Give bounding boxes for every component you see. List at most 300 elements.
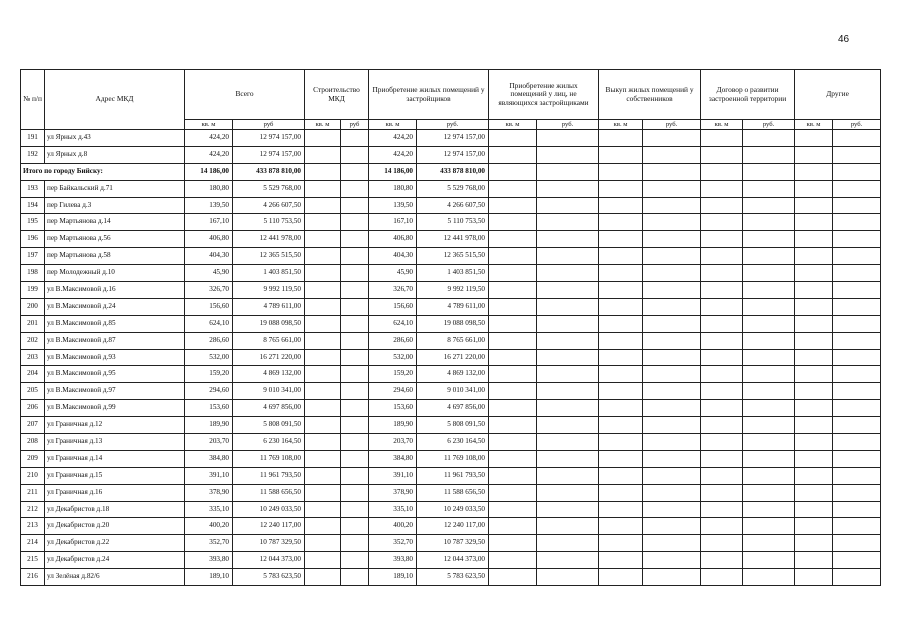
row-address: ул Декабристов д.22 bbox=[45, 535, 185, 552]
row-number: 204 bbox=[21, 366, 45, 383]
developer-area: 424,20 bbox=[369, 130, 417, 147]
developer-rub: 4 697 856,00 bbox=[417, 400, 489, 417]
total-rub: 12 974 157,00 bbox=[233, 130, 305, 147]
developer-area: 189,90 bbox=[369, 417, 417, 434]
table-row bbox=[21, 400, 881, 417]
construction-area bbox=[305, 400, 341, 417]
empty-cell bbox=[643, 130, 701, 147]
empty-cell bbox=[537, 332, 599, 349]
table-row bbox=[21, 332, 881, 349]
construction-rub bbox=[341, 163, 369, 180]
empty-cell bbox=[743, 248, 795, 265]
empty-cell bbox=[701, 282, 743, 299]
empty-cell bbox=[833, 282, 881, 299]
empty-cell bbox=[643, 417, 701, 434]
row-number: 192 bbox=[21, 146, 45, 163]
developer-area: 153,60 bbox=[369, 400, 417, 417]
row-address: ул В.Максимовой д.16 bbox=[45, 282, 185, 299]
total-rub: 12 044 373,00 bbox=[233, 552, 305, 569]
empty-cell bbox=[537, 450, 599, 467]
row-number: 197 bbox=[21, 248, 45, 265]
construction-area bbox=[305, 467, 341, 484]
empty-cell bbox=[833, 298, 881, 315]
empty-cell bbox=[643, 569, 701, 586]
empty-cell bbox=[537, 315, 599, 332]
row-address: пер Гилева д.3 bbox=[45, 197, 185, 214]
table-row bbox=[21, 484, 881, 501]
developer-rub: 4 789 611,00 bbox=[417, 298, 489, 315]
empty-cell bbox=[833, 417, 881, 434]
page-number: 46 bbox=[838, 34, 850, 45]
developer-rub: 12 365 515,50 bbox=[417, 248, 489, 265]
empty-cell bbox=[795, 484, 833, 501]
empty-cell bbox=[795, 535, 833, 552]
empty-cell bbox=[643, 248, 701, 265]
empty-cell bbox=[743, 484, 795, 501]
empty-cell bbox=[643, 146, 701, 163]
total-rub: 12 365 515,50 bbox=[233, 248, 305, 265]
empty-cell bbox=[795, 569, 833, 586]
construction-rub bbox=[341, 197, 369, 214]
empty-cell bbox=[743, 130, 795, 147]
total-rub: 6 230 164,50 bbox=[233, 434, 305, 451]
developer-rub: 11 588 656,50 bbox=[417, 484, 489, 501]
table-row bbox=[21, 197, 881, 214]
total-area: 167,10 bbox=[185, 214, 233, 231]
developer-rub: 5 808 091,50 bbox=[417, 417, 489, 434]
developer-area: 203,70 bbox=[369, 434, 417, 451]
row-number: 210 bbox=[21, 467, 45, 484]
empty-cell bbox=[643, 383, 701, 400]
empty-cell bbox=[833, 569, 881, 586]
row-number: 191 bbox=[21, 130, 45, 147]
total-label: Итого по городу Бийску: bbox=[21, 163, 185, 180]
empty-cell bbox=[537, 434, 599, 451]
developer-area: 378,90 bbox=[369, 484, 417, 501]
row-number: 194 bbox=[21, 197, 45, 214]
empty-cell bbox=[489, 332, 537, 349]
empty-cell bbox=[795, 248, 833, 265]
table-row bbox=[21, 467, 881, 484]
row-address: ул Ярных д.8 bbox=[45, 146, 185, 163]
total-area: 294,60 bbox=[185, 383, 233, 400]
header-total: Всего bbox=[185, 70, 305, 120]
table-row bbox=[21, 434, 881, 451]
empty-cell bbox=[643, 332, 701, 349]
empty-cell bbox=[643, 434, 701, 451]
empty-cell bbox=[833, 332, 881, 349]
construction-area bbox=[305, 349, 341, 366]
empty-cell bbox=[701, 535, 743, 552]
table-row bbox=[21, 569, 881, 586]
row-address: ул В.Максимовой д.93 bbox=[45, 349, 185, 366]
developer-area: 352,70 bbox=[369, 535, 417, 552]
empty-cell bbox=[743, 366, 795, 383]
empty-cell bbox=[643, 197, 701, 214]
total-rub: 5 808 091,50 bbox=[233, 417, 305, 434]
empty-cell bbox=[701, 349, 743, 366]
header-acq-developers: Приобретение жилых помещений у застройщиков bbox=[369, 70, 489, 120]
empty-cell bbox=[701, 417, 743, 434]
developer-area: 424,20 bbox=[369, 146, 417, 163]
empty-cell bbox=[537, 197, 599, 214]
construction-rub bbox=[341, 467, 369, 484]
developer-area: 335,10 bbox=[369, 501, 417, 518]
empty-cell bbox=[701, 332, 743, 349]
empty-cell bbox=[599, 484, 643, 501]
empty-cell bbox=[833, 450, 881, 467]
empty-cell bbox=[643, 163, 701, 180]
empty-cell bbox=[701, 467, 743, 484]
total-area: 14 186,00 bbox=[185, 163, 233, 180]
empty-cell bbox=[537, 146, 599, 163]
empty-cell bbox=[537, 130, 599, 147]
developer-area: 286,60 bbox=[369, 332, 417, 349]
construction-area bbox=[305, 434, 341, 451]
total-row bbox=[21, 163, 881, 180]
row-address: ул В.Максимовой д.87 bbox=[45, 332, 185, 349]
total-rub: 5 529 768,00 bbox=[233, 180, 305, 197]
empty-cell bbox=[833, 163, 881, 180]
empty-cell bbox=[643, 231, 701, 248]
header-buyout: Выкуп жилых помещений у собственников bbox=[599, 70, 701, 120]
empty-cell bbox=[599, 400, 643, 417]
empty-cell bbox=[599, 332, 643, 349]
row-address: ул Граничная д.15 bbox=[45, 467, 185, 484]
empty-cell bbox=[643, 366, 701, 383]
empty-cell bbox=[599, 383, 643, 400]
row-number: 207 bbox=[21, 417, 45, 434]
empty-cell bbox=[795, 332, 833, 349]
empty-cell bbox=[833, 349, 881, 366]
empty-cell bbox=[743, 146, 795, 163]
empty-cell bbox=[833, 130, 881, 147]
row-number: 215 bbox=[21, 552, 45, 569]
empty-cell bbox=[537, 535, 599, 552]
total-rub: 4 789 611,00 bbox=[233, 298, 305, 315]
empty-cell bbox=[833, 518, 881, 535]
empty-cell bbox=[599, 434, 643, 451]
construction-rub bbox=[341, 298, 369, 315]
empty-cell bbox=[489, 214, 537, 231]
row-number: 213 bbox=[21, 518, 45, 535]
empty-cell bbox=[701, 163, 743, 180]
developer-area: 159,20 bbox=[369, 366, 417, 383]
empty-cell bbox=[643, 214, 701, 231]
construction-rub bbox=[341, 518, 369, 535]
total-area: 378,90 bbox=[185, 484, 233, 501]
unit-label: руб. bbox=[643, 120, 701, 130]
empty-cell bbox=[743, 434, 795, 451]
empty-cell bbox=[537, 400, 599, 417]
construction-area bbox=[305, 265, 341, 282]
empty-cell bbox=[537, 214, 599, 231]
table-row bbox=[21, 366, 881, 383]
row-address: пер Молодежный д.10 bbox=[45, 265, 185, 282]
total-area: 45,90 bbox=[185, 265, 233, 282]
empty-cell bbox=[743, 450, 795, 467]
row-address: ул Граничная д.13 bbox=[45, 434, 185, 451]
developer-rub: 12 044 373,00 bbox=[417, 552, 489, 569]
developer-rub: 4 266 607,50 bbox=[417, 197, 489, 214]
construction-area bbox=[305, 366, 341, 383]
row-address: ул Граничная д.12 bbox=[45, 417, 185, 434]
empty-cell bbox=[489, 484, 537, 501]
empty-cell bbox=[489, 552, 537, 569]
empty-cell bbox=[537, 383, 599, 400]
empty-cell bbox=[701, 484, 743, 501]
empty-cell bbox=[489, 569, 537, 586]
empty-cell bbox=[643, 535, 701, 552]
developer-area: 139,50 bbox=[369, 197, 417, 214]
table-row bbox=[21, 349, 881, 366]
construction-area bbox=[305, 518, 341, 535]
empty-cell bbox=[599, 315, 643, 332]
construction-rub bbox=[341, 400, 369, 417]
developer-area: 180,80 bbox=[369, 180, 417, 197]
construction-rub bbox=[341, 248, 369, 265]
empty-cell bbox=[701, 315, 743, 332]
construction-area bbox=[305, 332, 341, 349]
empty-cell bbox=[643, 400, 701, 417]
header-construction: Строительство МКД bbox=[305, 70, 369, 120]
empty-cell bbox=[833, 197, 881, 214]
empty-cell bbox=[489, 366, 537, 383]
empty-cell bbox=[743, 400, 795, 417]
empty-cell bbox=[743, 467, 795, 484]
total-rub: 11 588 656,50 bbox=[233, 484, 305, 501]
developer-area: 384,80 bbox=[369, 450, 417, 467]
table-row bbox=[21, 214, 881, 231]
header-other: Другие bbox=[795, 70, 881, 120]
table-row bbox=[21, 518, 881, 535]
empty-cell bbox=[599, 467, 643, 484]
empty-cell bbox=[643, 484, 701, 501]
row-address: ул Декабристов д.20 bbox=[45, 518, 185, 535]
unit-label: кв. м bbox=[795, 120, 833, 130]
developer-area: 156,60 bbox=[369, 298, 417, 315]
construction-area bbox=[305, 180, 341, 197]
empty-cell bbox=[489, 535, 537, 552]
table-row bbox=[21, 383, 881, 400]
empty-cell bbox=[599, 130, 643, 147]
construction-rub bbox=[341, 501, 369, 518]
empty-cell bbox=[599, 366, 643, 383]
empty-cell bbox=[743, 552, 795, 569]
empty-cell bbox=[599, 501, 643, 518]
empty-cell bbox=[537, 484, 599, 501]
row-address: ул Декабристов д.18 bbox=[45, 501, 185, 518]
empty-cell bbox=[489, 197, 537, 214]
construction-rub bbox=[341, 366, 369, 383]
developer-area: 532,00 bbox=[369, 349, 417, 366]
table-row bbox=[21, 298, 881, 315]
unit-label: руб bbox=[341, 120, 369, 130]
empty-cell bbox=[795, 400, 833, 417]
total-area: 139,50 bbox=[185, 197, 233, 214]
empty-cell bbox=[743, 332, 795, 349]
empty-cell bbox=[743, 197, 795, 214]
construction-area bbox=[305, 298, 341, 315]
table-row bbox=[21, 450, 881, 467]
construction-rub bbox=[341, 484, 369, 501]
unit-label: кв. м bbox=[489, 120, 537, 130]
total-area: 153,60 bbox=[185, 400, 233, 417]
unit-label: кв. м bbox=[185, 120, 233, 130]
empty-cell bbox=[537, 501, 599, 518]
total-rub: 8 765 661,00 bbox=[233, 332, 305, 349]
empty-cell bbox=[743, 180, 795, 197]
row-number: 206 bbox=[21, 400, 45, 417]
empty-cell bbox=[833, 383, 881, 400]
empty-cell bbox=[489, 450, 537, 467]
developer-rub: 10 249 033,50 bbox=[417, 501, 489, 518]
empty-cell bbox=[795, 501, 833, 518]
row-number: 196 bbox=[21, 231, 45, 248]
empty-cell bbox=[701, 231, 743, 248]
empty-cell bbox=[795, 214, 833, 231]
developer-area: 393,80 bbox=[369, 552, 417, 569]
row-address: ул Ярных д.43 bbox=[45, 130, 185, 147]
total-area: 286,60 bbox=[185, 332, 233, 349]
empty-cell bbox=[833, 180, 881, 197]
construction-rub bbox=[341, 214, 369, 231]
developer-rub: 5 529 768,00 bbox=[417, 180, 489, 197]
unit-label: кв. м bbox=[305, 120, 341, 130]
empty-cell bbox=[489, 315, 537, 332]
total-area: 189,10 bbox=[185, 569, 233, 586]
empty-cell bbox=[537, 518, 599, 535]
developer-rub: 4 869 132,00 bbox=[417, 366, 489, 383]
construction-area bbox=[305, 248, 341, 265]
empty-cell bbox=[599, 535, 643, 552]
developer-area: 624,10 bbox=[369, 315, 417, 332]
empty-cell bbox=[795, 552, 833, 569]
empty-cell bbox=[795, 366, 833, 383]
empty-cell bbox=[489, 298, 537, 315]
construction-rub bbox=[341, 383, 369, 400]
total-area: 424,20 bbox=[185, 146, 233, 163]
total-rub: 4 869 132,00 bbox=[233, 366, 305, 383]
construction-area bbox=[305, 282, 341, 299]
empty-cell bbox=[701, 146, 743, 163]
empty-cell bbox=[743, 282, 795, 299]
row-number: 202 bbox=[21, 332, 45, 349]
table-row bbox=[21, 501, 881, 518]
total-rub: 19 088 098,50 bbox=[233, 315, 305, 332]
construction-rub bbox=[341, 434, 369, 451]
empty-cell bbox=[537, 180, 599, 197]
empty-cell bbox=[743, 501, 795, 518]
empty-cell bbox=[489, 417, 537, 434]
developer-rub: 6 230 164,50 bbox=[417, 434, 489, 451]
construction-area bbox=[305, 501, 341, 518]
table-row bbox=[21, 315, 881, 332]
empty-cell bbox=[795, 298, 833, 315]
empty-cell bbox=[701, 180, 743, 197]
total-rub: 9 010 341,00 bbox=[233, 383, 305, 400]
total-area: 406,80 bbox=[185, 231, 233, 248]
construction-rub bbox=[341, 552, 369, 569]
empty-cell bbox=[833, 146, 881, 163]
developer-rub: 12 974 157,00 bbox=[417, 130, 489, 147]
table-row bbox=[21, 146, 881, 163]
row-number: 216 bbox=[21, 569, 45, 586]
empty-cell bbox=[489, 248, 537, 265]
total-rub: 4 697 856,00 bbox=[233, 400, 305, 417]
empty-cell bbox=[833, 231, 881, 248]
empty-cell bbox=[833, 400, 881, 417]
empty-cell bbox=[489, 467, 537, 484]
empty-cell bbox=[795, 130, 833, 147]
construction-area bbox=[305, 383, 341, 400]
empty-cell bbox=[833, 434, 881, 451]
construction-rub bbox=[341, 417, 369, 434]
construction-rub bbox=[341, 282, 369, 299]
empty-cell bbox=[833, 248, 881, 265]
total-rub: 433 878 810,00 bbox=[233, 163, 305, 180]
total-rub: 10 249 033,50 bbox=[233, 501, 305, 518]
construction-area bbox=[305, 552, 341, 569]
empty-cell bbox=[489, 383, 537, 400]
empty-cell bbox=[537, 163, 599, 180]
construction-rub bbox=[341, 332, 369, 349]
total-area: 156,60 bbox=[185, 298, 233, 315]
empty-cell bbox=[701, 366, 743, 383]
empty-cell bbox=[701, 197, 743, 214]
empty-cell bbox=[489, 163, 537, 180]
empty-cell bbox=[833, 535, 881, 552]
empty-cell bbox=[643, 315, 701, 332]
construction-rub bbox=[341, 231, 369, 248]
empty-cell bbox=[489, 400, 537, 417]
empty-cell bbox=[489, 518, 537, 535]
row-address: пер Байкальский д.71 bbox=[45, 180, 185, 197]
empty-cell bbox=[643, 282, 701, 299]
row-address: пер Мартьянова д.14 bbox=[45, 214, 185, 231]
empty-cell bbox=[537, 265, 599, 282]
empty-cell bbox=[599, 163, 643, 180]
construction-rub bbox=[341, 450, 369, 467]
empty-cell bbox=[743, 163, 795, 180]
developer-area: 406,80 bbox=[369, 231, 417, 248]
total-area: 203,70 bbox=[185, 434, 233, 451]
empty-cell bbox=[537, 417, 599, 434]
empty-cell bbox=[489, 282, 537, 299]
total-rub: 10 787 329,50 bbox=[233, 535, 305, 552]
empty-cell bbox=[489, 180, 537, 197]
construction-area bbox=[305, 146, 341, 163]
empty-cell bbox=[599, 518, 643, 535]
construction-area bbox=[305, 231, 341, 248]
construction-area bbox=[305, 197, 341, 214]
row-number: 209 bbox=[21, 450, 45, 467]
empty-cell bbox=[701, 130, 743, 147]
empty-cell bbox=[599, 298, 643, 315]
empty-cell bbox=[833, 214, 881, 231]
total-rub: 16 271 220,00 bbox=[233, 349, 305, 366]
developer-area: 400,20 bbox=[369, 518, 417, 535]
header-address: Адрес МКД bbox=[45, 70, 185, 130]
empty-cell bbox=[599, 349, 643, 366]
row-address: ул В.Максимовой д.85 bbox=[45, 315, 185, 332]
row-number: 198 bbox=[21, 265, 45, 282]
total-area: 404,30 bbox=[185, 248, 233, 265]
empty-cell bbox=[537, 248, 599, 265]
empty-cell bbox=[701, 400, 743, 417]
developer-area: 404,30 bbox=[369, 248, 417, 265]
developer-rub: 12 240 117,00 bbox=[417, 518, 489, 535]
